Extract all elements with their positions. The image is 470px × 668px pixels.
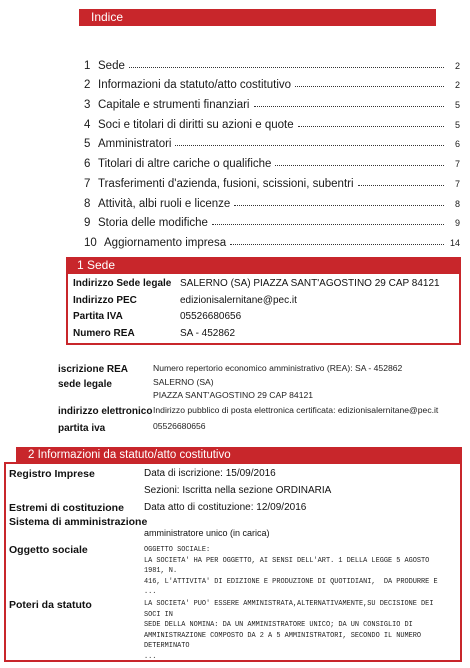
toc-item-number: 2 — [84, 79, 91, 92]
toc-item-number: 3 — [84, 99, 91, 112]
toc-item-page: 6 — [454, 139, 460, 150]
toc-item-number: 1 — [84, 59, 91, 72]
toc-item-page: 8 — [454, 198, 460, 209]
toc-item-title: Attività, albi ruoli e licenze — [98, 197, 231, 210]
registro-imprese-value-2: Sezioni: Iscritta nella sezione ORDINARIA — [144, 485, 332, 496]
toc-item-title: Trasferimenti d'azienda, fusioni, scissioni, subentri — [98, 177, 354, 190]
indirizzo-elettronico-label: indirizzo elettronico — [58, 406, 153, 417]
toc-item[interactable] — [84, 150, 460, 170]
estremi-costituzione-label: Estremi di costituzione — [9, 502, 124, 514]
toc-item[interactable] — [84, 52, 460, 72]
toc-dot-leader — [298, 125, 444, 127]
partita-iva-label: partita iva — [58, 423, 106, 434]
toc-dot-leader — [234, 204, 444, 206]
toc-item[interactable] — [84, 72, 460, 92]
sistema-amministrazione-label: Sistema di amministrazione — [9, 516, 148, 528]
section-sede-title: 1 Sede — [77, 258, 116, 272]
toc-item-number: 10 — [84, 236, 97, 249]
iscrizione-rea-value: Numero repertorio economico amministrativo (REA): SA - 452862 — [153, 363, 403, 373]
toc-item-page: 14 — [449, 237, 460, 248]
table-of-contents — [84, 52, 460, 249]
toc-dot-leader — [175, 144, 444, 146]
section-sede-header — [66, 257, 461, 273]
toc-dot-leader — [254, 105, 445, 107]
estremi-costituzione-value: Data atto di costituzione: 12/09/2016 — [144, 502, 307, 513]
toc-item-page: 9 — [454, 218, 460, 229]
toc-item-title: Capitale e strumenti finanziari — [98, 99, 250, 112]
sede-row-value: SALERNO (SA) PIAZZA SANT'AGOSTINO 29 CAP 84121 — [180, 278, 440, 289]
toc-item-page: 7 — [454, 178, 460, 189]
sede-row — [68, 276, 459, 293]
partita-iva-value: 05526680656 — [153, 421, 206, 431]
registro-imprese-value-1: Data di iscrizione: 15/09/2016 — [144, 468, 276, 479]
toc-item-number: 9 — [84, 217, 91, 230]
toc-item[interactable] — [84, 131, 460, 151]
toc-item-title: Aggiornamento impresa — [104, 236, 227, 249]
poteri-statuto-label: Poteri da statuto — [9, 599, 92, 611]
toc-item[interactable] — [84, 91, 460, 111]
sede-row-label: Partita IVA — [73, 311, 123, 322]
toc-item-page: 2 — [454, 60, 460, 71]
toc-item-page: 2 — [454, 80, 460, 91]
section-statuto-title: 2 Informazioni da statuto/atto costitutivo — [28, 449, 231, 461]
toc-item-page: 5 — [454, 100, 460, 111]
toc-item-title: Soci e titolari di diritti su azioni e quote — [98, 118, 294, 131]
iscrizione-rea-label: iscrizione REA — [58, 364, 129, 375]
toc-item-number: 8 — [84, 197, 91, 210]
oggetto-sociale-label: Oggetto sociale — [9, 544, 88, 556]
toc-item-number: 4 — [84, 118, 91, 131]
sede-box — [66, 272, 461, 345]
sede-row-label: Indirizzo PEC — [73, 294, 137, 306]
toc-item-number: 7 — [84, 177, 91, 190]
toc-dot-leader — [295, 85, 444, 87]
toc-item[interactable] — [84, 190, 460, 210]
toc-dot-leader — [129, 66, 444, 68]
sede-row — [68, 293, 459, 310]
toc-item-page: 7 — [454, 159, 460, 170]
oggetto-sociale-text: OGGETTO SOCIALE: LA SOCIETA' HA PER OGGETTO, AI SENSI DELL'ART. 1 DELLA LEGGE 5 AGOSTO 1981, N. 416, L'ATTIVITA' DI EDIZIONE E PRODUZIONE DI QUOTIDIANI, DA PRODURRE E ... — [144, 546, 438, 597]
sede-row-label: Indirizzo Sede legale — [73, 278, 172, 289]
sistema-amministrazione-value: amministratore unico (in carica) — [144, 528, 270, 538]
toc-dot-leader — [212, 223, 444, 225]
sede-legale-line1: SALERNO (SA) — [153, 377, 214, 387]
sede-row-label: Numero REA — [73, 327, 135, 339]
indirizzo-elettronico-value: Indirizzo pubblico di posta elettronica certificata: edizionisalernitane@pec.it — [153, 405, 439, 415]
index-header — [79, 9, 436, 26]
sede-row-value: edizionisalernitane@pec.it — [180, 294, 297, 306]
toc-item-title: Informazioni da statuto/atto costitutivo — [98, 79, 292, 92]
sede-legale-line2: PIAZZA SANT'AGOSTINO 29 CAP 84121 — [153, 390, 314, 400]
toc-item[interactable] — [84, 229, 460, 249]
toc-dot-leader — [358, 184, 444, 186]
registro-imprese-label: Registro Imprese — [9, 468, 95, 480]
toc-item-title: Sede — [98, 59, 125, 72]
toc-item-title: Storia delle modifiche — [98, 217, 208, 230]
toc-dot-leader — [275, 164, 444, 166]
toc-item[interactable] — [84, 111, 460, 131]
sede-legale-label: sede legale — [58, 379, 112, 390]
sede-row-value: SA - 452862 — [180, 327, 236, 339]
toc-item-number: 6 — [84, 158, 91, 171]
poteri-statuto-text: LA SOCIETA' PUO' ESSERE AMMINISTRATA,ALTERNATIVAMENTE,SU DECISIONE DEI SOCI IN SEDE DELLA NOMINA: DA UN AMMINISTRATORE UNICO; DA UN CONSIGLIO DI AMMINISTRAZIONE COMPOSTO DA 2 A 5 AMMINISTRATORI, SECONDO IL NUMERO DETERMINATO ... — [144, 600, 434, 661]
index-title: Indice — [91, 10, 124, 24]
toc-dot-leader — [230, 243, 444, 245]
toc-item[interactable] — [84, 170, 460, 190]
section-statuto-header — [16, 447, 462, 463]
sede-row-value: 05526680656 — [180, 311, 242, 322]
toc-item-page: 5 — [454, 119, 460, 130]
sede-row — [68, 309, 459, 326]
toc-item[interactable] — [84, 210, 460, 230]
sede-rows — [68, 274, 459, 342]
toc-item-title: Titolari di altre cariche o qualifiche — [98, 158, 272, 171]
sede-row — [68, 326, 459, 343]
toc-item-number: 5 — [84, 138, 91, 151]
toc-item-title: Amministratori — [98, 138, 172, 151]
